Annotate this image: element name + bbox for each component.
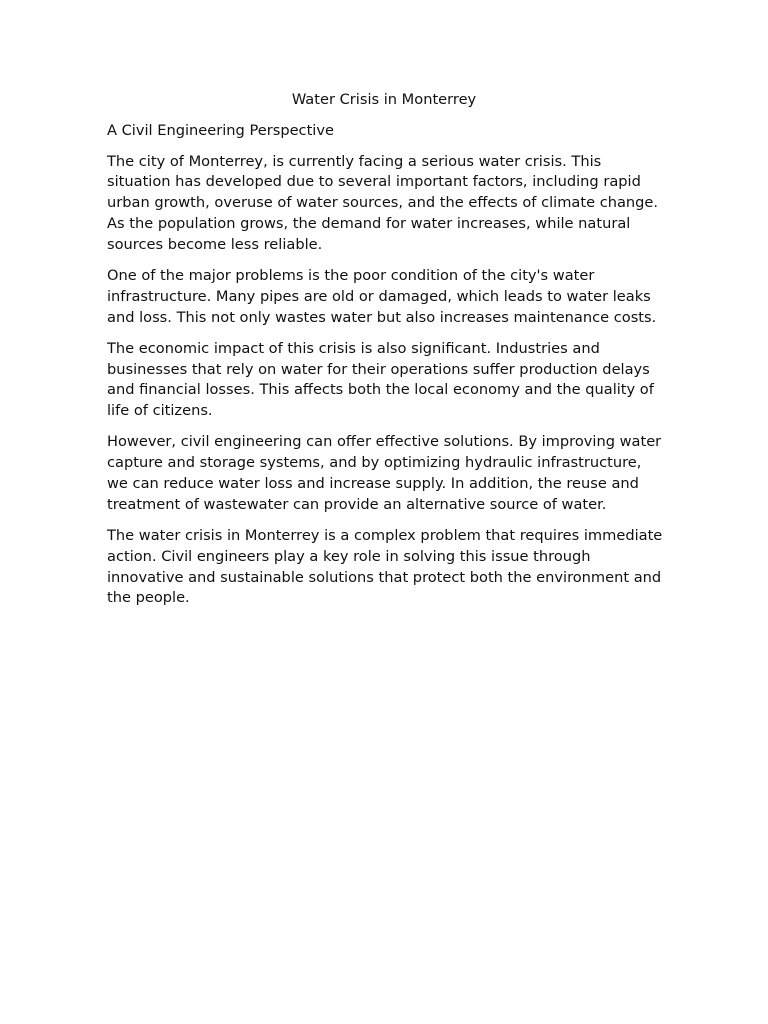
paragraph-solutions: However, civil engineering can offer effective solutions. By improving water capture and storage systems, and by optimizing hydraulic infrastructure, we can reduce water loss and increase supply. In addition, the reuse and treatment of wastewater can provide an alternative source of water.: [107, 433, 662, 513]
document-title: Water Crisis in Monterrey: [291, 91, 477, 108]
paragraph-conclusion: The water crisis in Monterrey is a complex problem that requires immediate action. Civil engineers play a key role in solving this issue through innovative and sustainable solutions that protect both the environment and the people.: [107, 526, 663, 607]
document-subtitle: A Civil Engineering Perspective: [107, 121, 334, 139]
document-body: [107, 90, 665, 619]
paragraph-economic-impact: The economic impact of this crisis is also significant. Industries and businesses that rely on water for their operations suffer production delays and financial losses. This affects both the local economy and the quality of life of citizens.: [107, 339, 654, 420]
paragraph-intro: The city of Monterrey, is currently facing a serious water crisis. This situation has developed due to several important factors, including rapid urban growth, overuse of water sources, and the effects of climate change. As the population grows, the demand for water increases, while natural sources become less reliable.: [107, 152, 659, 253]
paragraph-infrastructure: One of the major problems is the poor condition of the city's water infrastructure. Many pipes are old or damaged, which leads to water leaks and loss. This not only wastes water but also increases maintenance costs.: [107, 266, 657, 326]
